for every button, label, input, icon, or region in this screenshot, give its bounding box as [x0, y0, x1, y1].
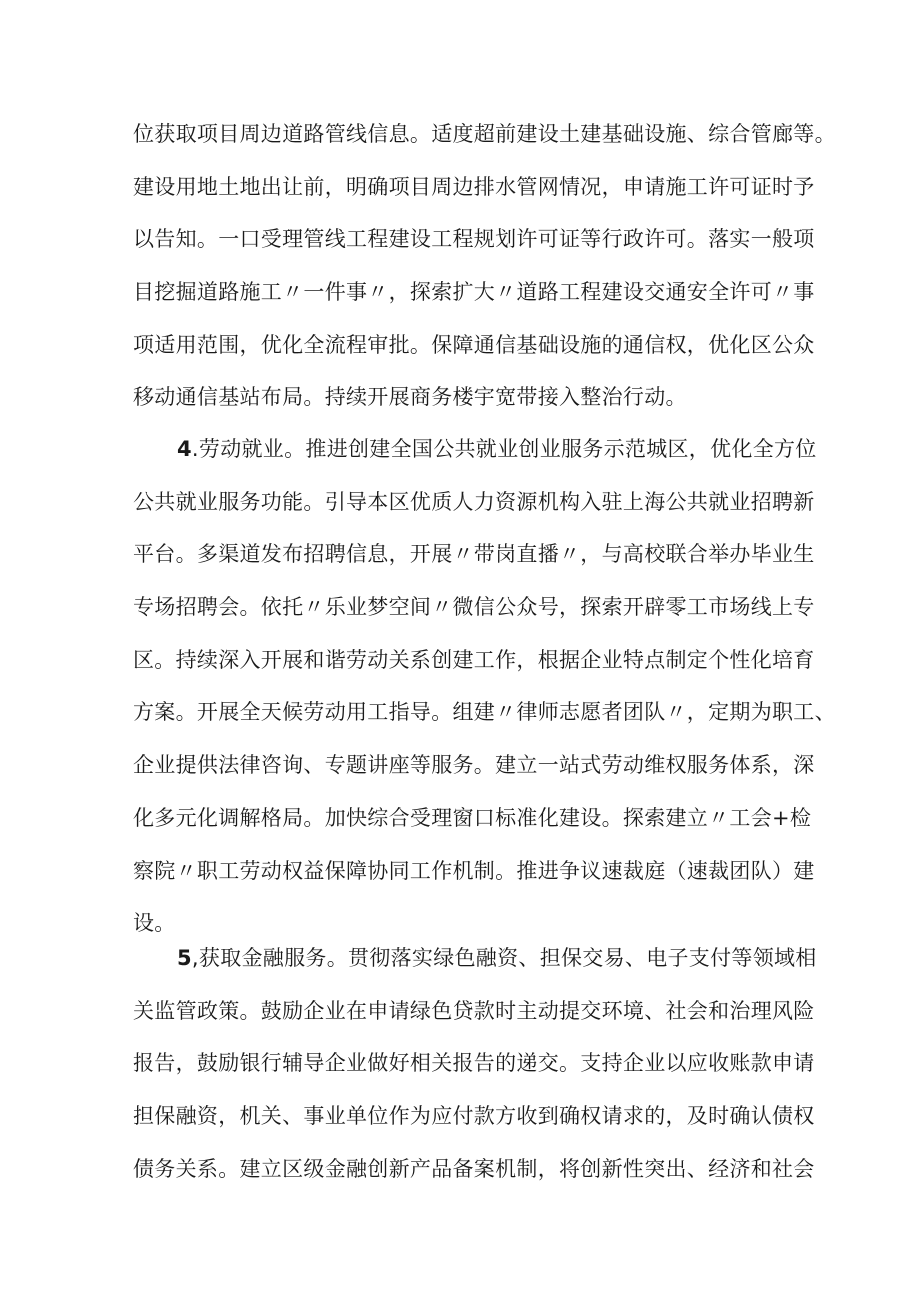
paragraph-line: 项适用范围，优化全流程审批。保障通信基础设施的通信权，优化区公众 — [133, 332, 815, 357]
paragraph-line-text: .劳动就业。推进创建全国公共就业创业服务示范城区，优化全方位 — [191, 437, 817, 461]
paragraph-line: 关监管政策。鼓励企业在申请绿色贷款时主动提交环境、社会和治理风险 — [133, 998, 815, 1023]
paragraph-line: 区。持续深入开展和谐劳动关系创建工作，根据企业特点制定个性化培育 — [133, 647, 815, 672]
paragraph-first-line — [133, 932, 817, 985]
paragraph-1 — [133, 108, 836, 424]
paragraph-line: 平台。多渠道发布招聘信息，开展〃带岗直播〃，与高校联合举办毕业生 — [133, 542, 815, 567]
paragraph-line: 设。 — [133, 911, 176, 936]
paragraph-line: 化多元化调解格局。加快综合受理窗口标准化建设。探索建立〃工会+检 — [133, 805, 812, 830]
paragraph-line: 担保融资，机关、事业单位作为应付款方收到确权请求的，及时确认债权 — [133, 1104, 815, 1129]
paragraph-line: 企业提供法律咨询、专题讲座等服务。建立一站式劳动维权服务体系，深 — [133, 753, 815, 778]
paragraph-line-text: ,获取金融服务。贯彻落实绿色融资、担保交易、电子支付等领域相 — [191, 946, 817, 970]
paragraph-line: 公共就业服务功能。引导本区优质人力资源机构入驻上海公共就业招聘新 — [133, 489, 815, 514]
paragraph-line: 以告知。一口受理管线工程建设工程规划许可证等行政许可。落实一般项 — [133, 227, 815, 252]
paragraph-line: 移动通信基站布局。持续开展商务楼宇宽带接入整治行动。 — [133, 385, 687, 410]
paragraph-first-line — [133, 423, 817, 476]
paragraph-line: 察院〃职工劳动权益保障协同工作机制。推进争议速裁庭（速裁团队）建 — [133, 858, 815, 883]
paragraph-line: 位获取项目周边道路管线信息。适度超前建设土建基础设施、综合管廊等。 — [133, 122, 836, 146]
paragraph-line: 报告，鼓励银行辅导企业做好相关报告的递交。支持企业以应收账款申请 — [133, 1051, 815, 1076]
paragraph-2-labor-employment — [133, 423, 836, 950]
paragraph-line: 建设用地土地出让前，明确项目周边排水管网情况，申请施工许可证时予 — [133, 174, 815, 199]
paragraph-line: 专场招聘会。依托〃乐业梦空间〃微信公众号，探索开辟零工市场线上专 — [133, 595, 815, 620]
section-number: 5 — [177, 946, 192, 970]
paragraph-line: 方案。开展全天候劳动用工指导。组建〃律师志愿者团队〃，定期为职工、 — [133, 700, 836, 725]
paragraph-line: 目挖掘道路施工〃一件事〃，探索扩大〃道路工程建设交通安全许可〃事 — [133, 280, 815, 305]
paragraph-3-financial-services — [133, 932, 817, 1195]
section-number: 4 — [177, 437, 192, 461]
paragraph-line: 债务关系。建立区级金融创新产品备案机制，将创新性突出、经济和社会 — [133, 1156, 815, 1181]
